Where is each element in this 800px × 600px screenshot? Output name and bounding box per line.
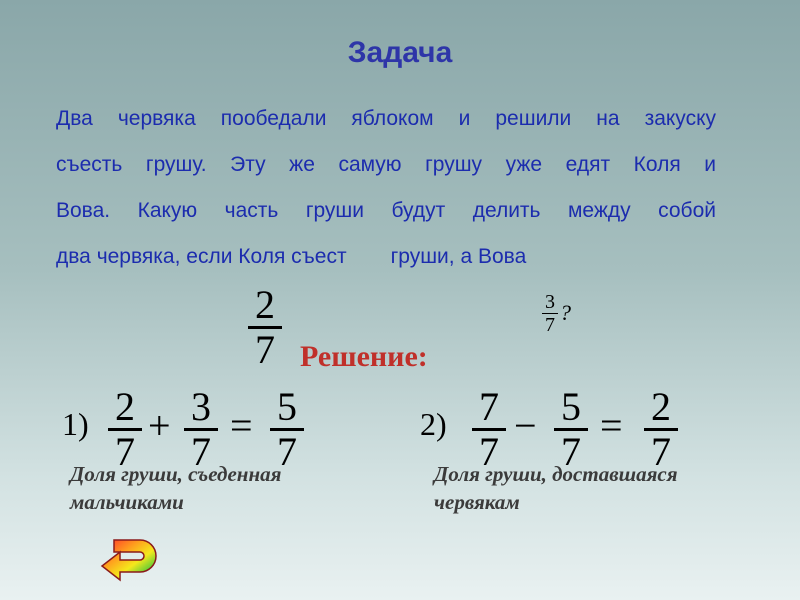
fraction-step2-a bbox=[472, 384, 506, 474]
problem-line-part: два червяка, если Коля съест bbox=[56, 245, 347, 268]
problem-line: съесть грушу. Эту же самую грушу уже едят Коля и bbox=[56, 153, 716, 176]
problem-line: Вова. Какую часть груши будут делить между собой bbox=[56, 199, 716, 222]
caption-line: Доля груши, доставшаяся bbox=[434, 462, 678, 486]
step-index: 1) bbox=[62, 406, 89, 442]
equals-sign: = bbox=[230, 403, 253, 448]
denominator: 7 bbox=[561, 429, 581, 474]
minus-sign: − bbox=[514, 403, 537, 448]
denominator: 7 bbox=[191, 429, 211, 474]
caption-line: мальчиками bbox=[70, 490, 184, 514]
denominator: 7 bbox=[255, 327, 275, 372]
numerator: 2 bbox=[255, 282, 275, 327]
numerator: 3 bbox=[545, 291, 555, 313]
slide-title: Задача bbox=[347, 36, 453, 69]
fraction-step2-result bbox=[644, 384, 678, 474]
caption-line: червякам bbox=[434, 490, 520, 514]
numerator: 5 bbox=[561, 384, 581, 429]
equals-sign: = bbox=[600, 403, 623, 448]
numerator: 3 bbox=[191, 384, 211, 429]
fraction-vova bbox=[542, 292, 558, 335]
caption-line: Доля груши, съеденная bbox=[70, 462, 282, 486]
fraction-step1-a bbox=[108, 384, 142, 474]
question-mark: ? bbox=[560, 300, 571, 325]
problem-line bbox=[56, 234, 716, 280]
u-turn-arrow-icon[interactable] bbox=[100, 534, 160, 584]
step-index: 2) bbox=[420, 406, 447, 442]
fraction-step1-b bbox=[184, 384, 218, 474]
denominator: 7 bbox=[277, 429, 297, 474]
fraction-step1-result bbox=[270, 384, 304, 474]
caption-step2 bbox=[434, 460, 678, 516]
denominator: 7 bbox=[479, 429, 499, 474]
problem-line-part: груши, а Вова bbox=[390, 245, 527, 268]
numerator: 2 bbox=[651, 384, 671, 429]
plus-sign: + bbox=[148, 403, 171, 448]
denominator: 7 bbox=[651, 429, 671, 474]
numerator: 5 bbox=[277, 384, 297, 429]
denominator: 7 bbox=[545, 314, 555, 336]
fraction-step2-b bbox=[554, 384, 588, 474]
problem-line: Два червяка пообедали яблоком и решили на закуску bbox=[56, 107, 716, 130]
fraction-kolya bbox=[248, 282, 282, 372]
problem-text bbox=[56, 96, 716, 280]
numerator: 7 bbox=[479, 384, 499, 429]
caption-step1 bbox=[70, 460, 281, 516]
denominator: 7 bbox=[115, 429, 135, 474]
numerator: 2 bbox=[115, 384, 135, 429]
solution-title: Решение: bbox=[300, 340, 428, 373]
